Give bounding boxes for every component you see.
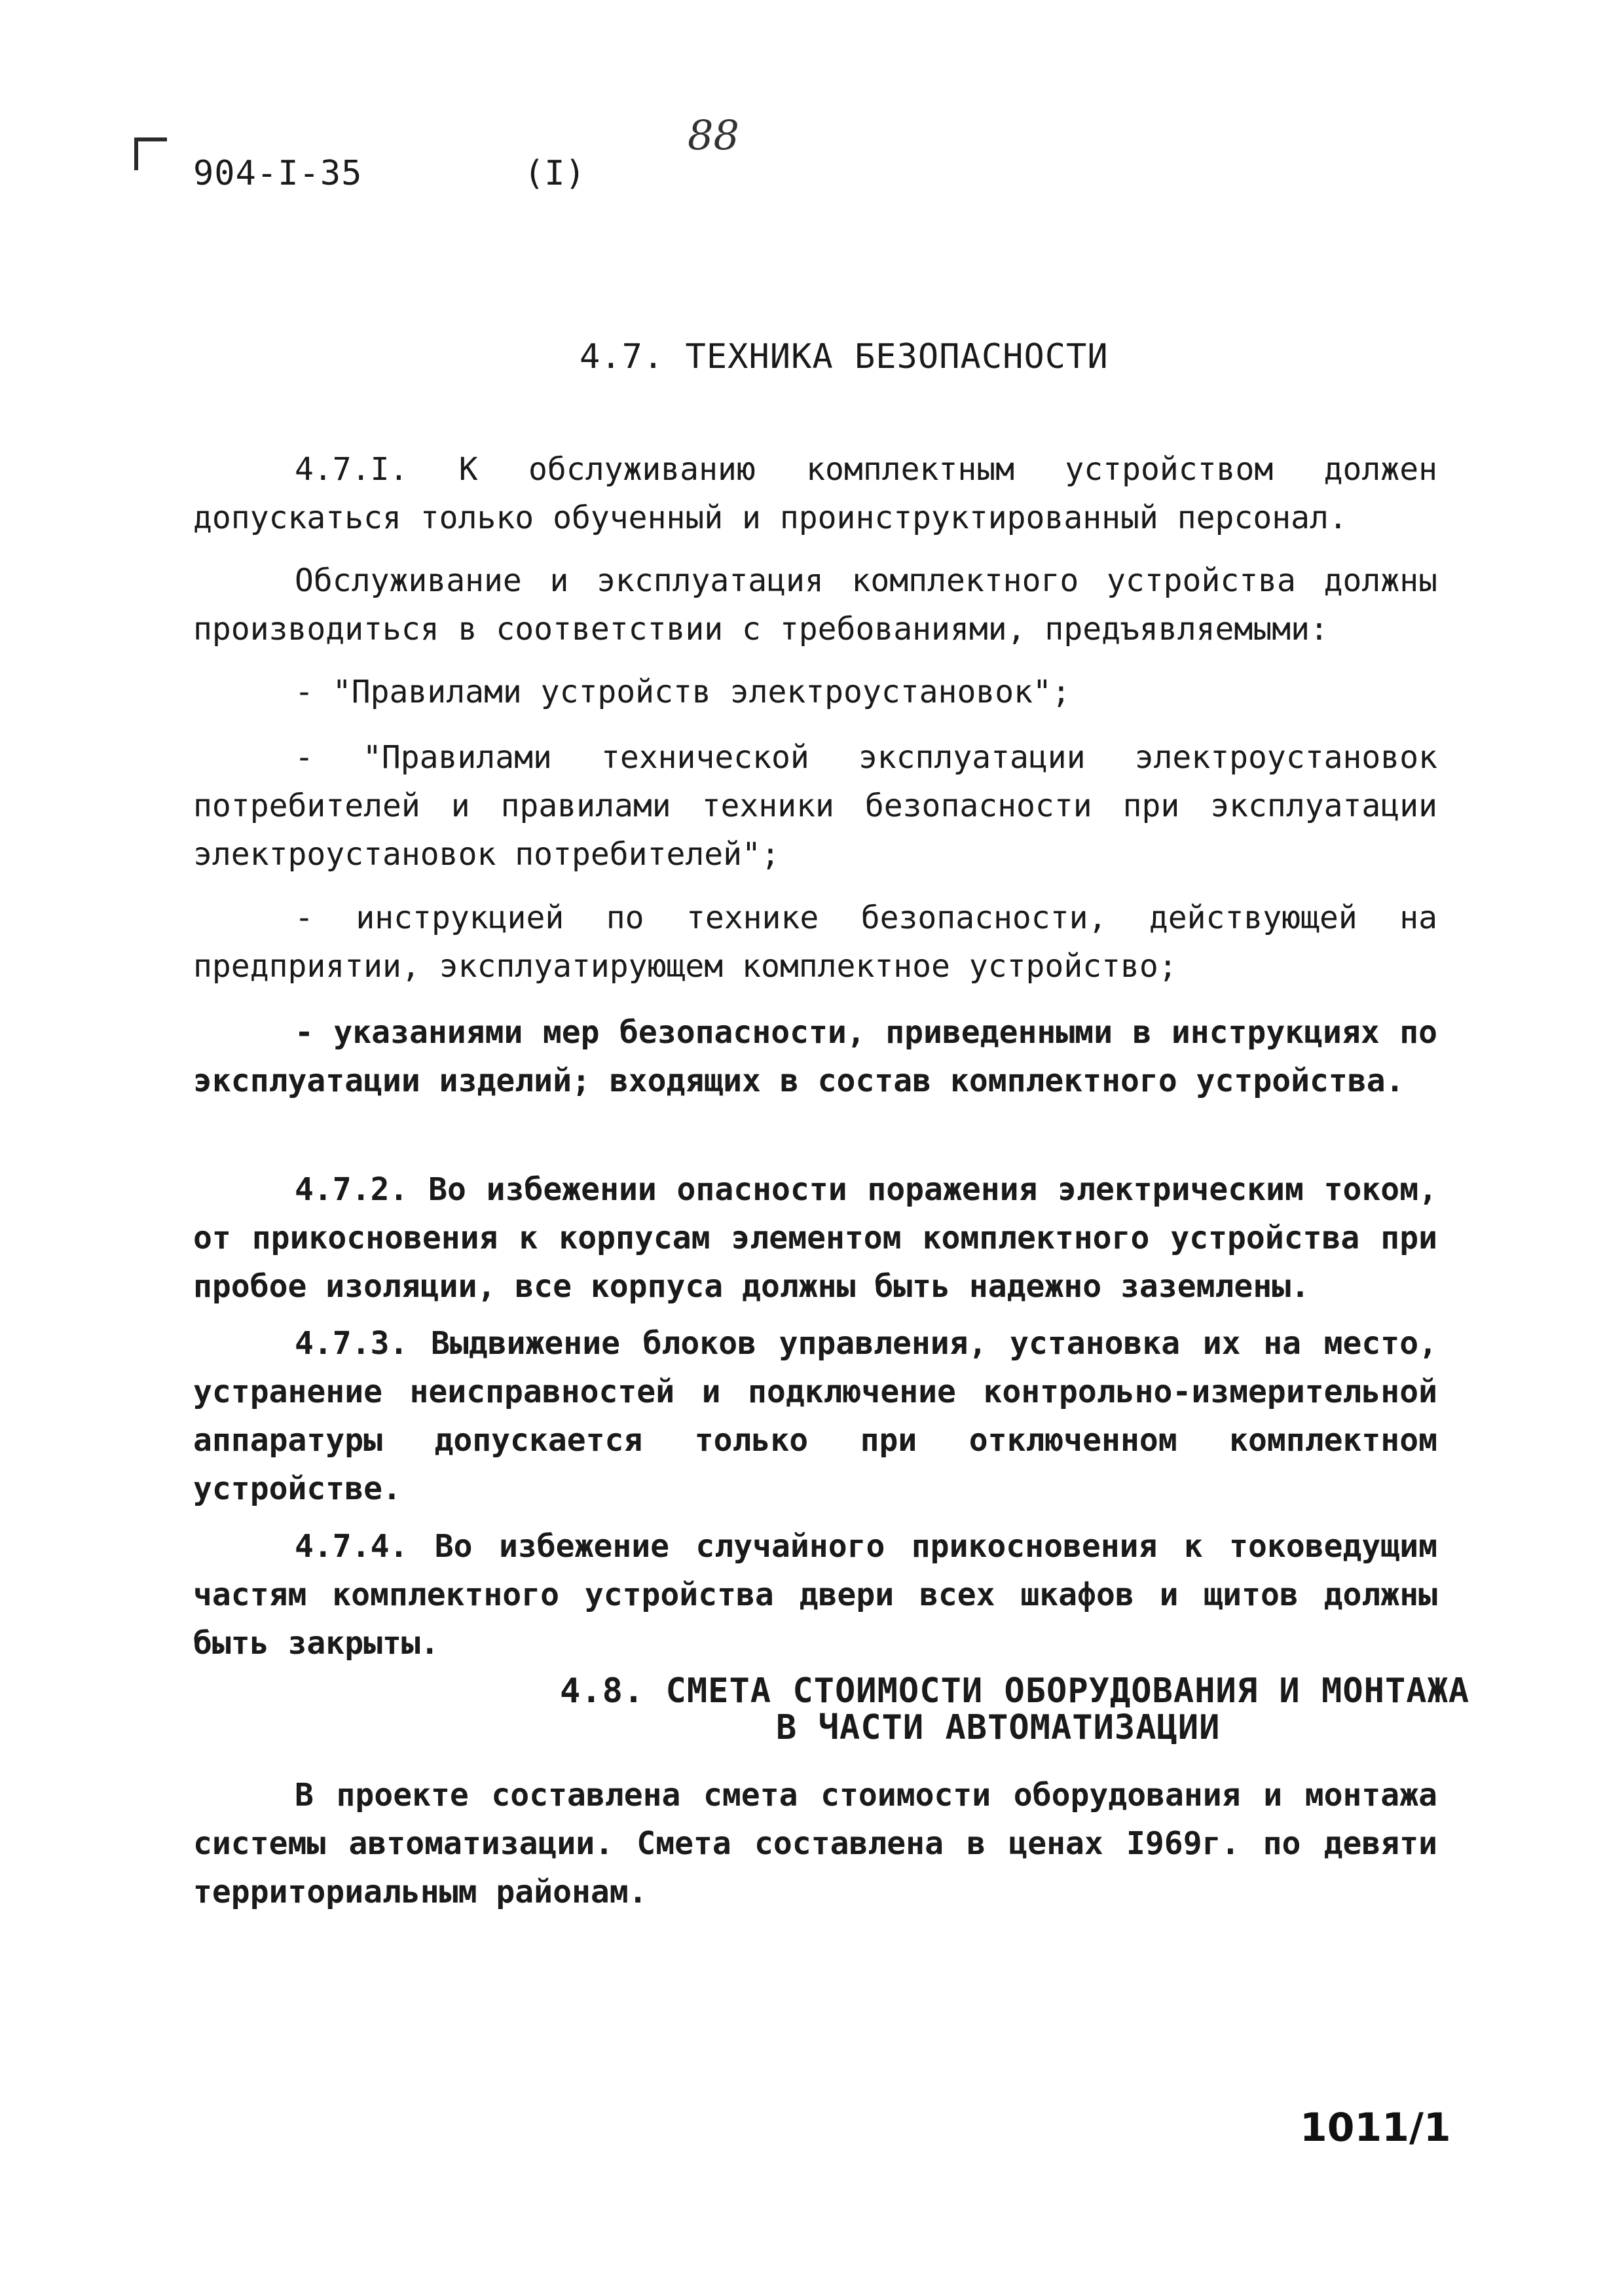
section-title-4-8 xyxy=(560,1673,1469,1746)
list-item-installation-rules: - "Правилами устройств электроустановок"; xyxy=(295,674,1071,710)
paragraph-4-7-1: 4.7.I. К обслуживанию комплектным устройством должен допускаться только обученный и проинструктированный персонал. xyxy=(193,451,1437,536)
paragraph-4-7-3: 4.7.3. Выдвижение блоков управления, установка их на место, устранение неисправностей и подключение контрольно-измерительной аппаратуры допускается только при отключенном комплектном устройстве. xyxy=(193,1325,1437,1507)
paragraph-4-7-2: 4.7.2. Во избежении опасности поражения электрическим током, от прикосновения к корпусам элементом комплектного устройства при пробое изоляции, все корпуса должны быть надежно заземлены. xyxy=(193,1171,1437,1305)
sheet-number: (I) xyxy=(524,154,585,193)
section-title-4-8-line2: В ЧАСТИ АВТОМАТИЗАЦИИ xyxy=(776,1708,1221,1747)
paragraph-4-7-4: 4.7.4. Во избежение случайного прикосновения к токоведущим частям комплектного устройства двери всех шкафов и щитов должны быть закрыты. xyxy=(193,1528,1437,1662)
section-title-4-8-line1: 4.8. СМЕТА СТОИМОСТИ ОБОРУДОВАНИЯ И МОНТАЖА xyxy=(560,1671,1470,1711)
document-code: 904-I-35 xyxy=(193,154,363,193)
corner-frame-mark xyxy=(134,137,167,170)
list-item-technical-operation-rules: - "Правилами технической эксплуатации электроустановок потребителей и правилами техники безопасности при эксплуатации электроустановок потребителей"; xyxy=(193,739,1437,873)
handwritten-page-number: 88 xyxy=(688,111,739,159)
section-title-4-7: 4.7. ТЕХНИКА БЕЗОПАСНОСТИ xyxy=(580,337,1109,376)
paragraph-service-requirements: Обслуживание и эксплуатация комплектного устройства должны производиться в соответствии с требованиями, предъявляемыми: xyxy=(193,562,1437,647)
list-item-safety-measures: - указаниями мер безопасности, приведенными в инструкциях по эксплуатации изделий; входящих в состав комплектного устройства. xyxy=(193,1014,1437,1099)
list-item-safety-instruction: - инструкцией по технике безопасности, действующей на предприятии, эксплуатирующем комплектное устройство; xyxy=(193,900,1437,985)
paragraph-4-8-estimate: В проекте составлена смета стоимости оборудования и монтажа системы автоматизации. Смета составлена в ценах I969г. по девяти территориальным районам. xyxy=(193,1777,1437,1910)
archive-stamp: 1011/1 xyxy=(1300,2105,1451,2151)
